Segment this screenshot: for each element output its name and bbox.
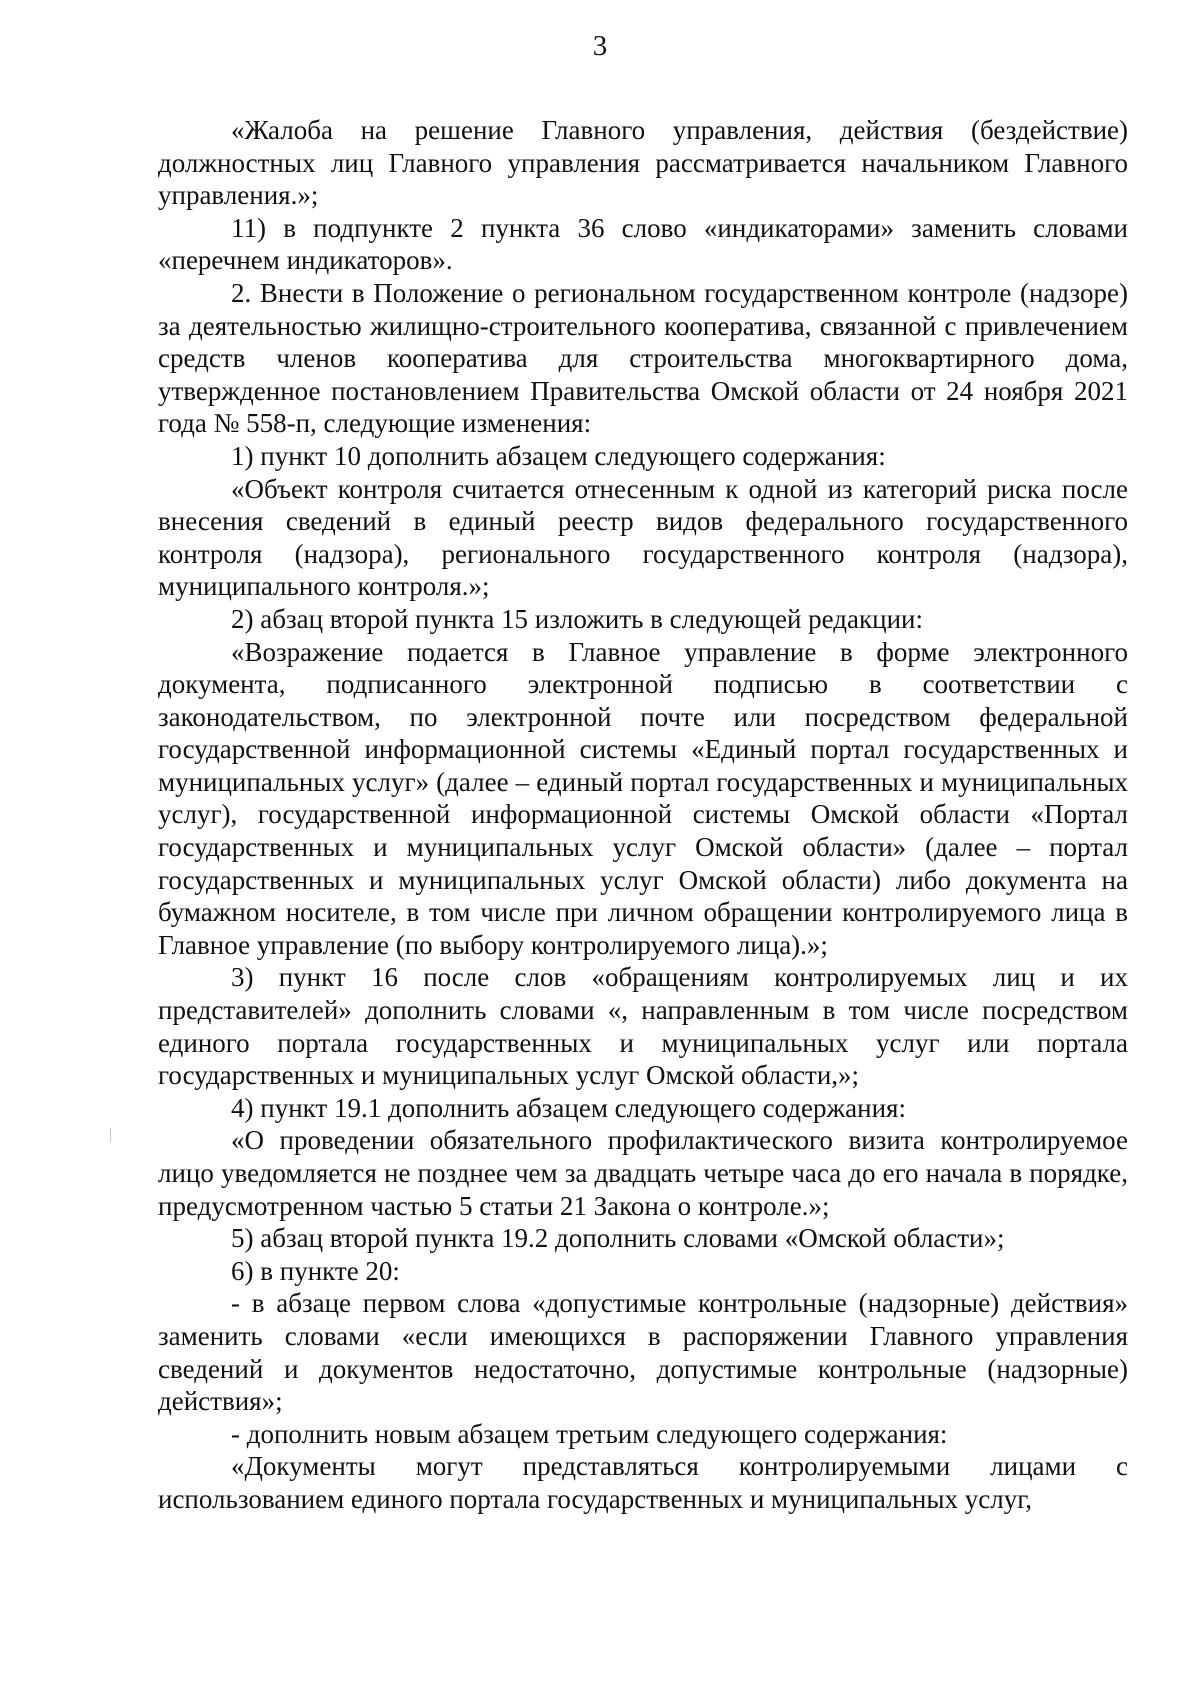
paragraph: «О проведении обязательного профилактического визита контролируемое лицо уведомляется не позднее чем за двадцать четыре часа до его начала в порядке, предусмотренном частью 5 статьи 21 Закона о контроле.»; — [158, 1125, 1128, 1221]
page-number: 3 — [592, 30, 608, 62]
paragraph: «Жалоба на решение Главного управления, действия (бездействие) должностных лиц Главного управления рассматривается начальником Главного управления.»; — [158, 115, 1128, 211]
paragraph: 2) абзац второй пункта 15 изложить в следующей редакции: — [231, 603, 923, 634]
paragraph: 1) пункт 10 дополнить абзацем следующего содержания: — [231, 440, 886, 471]
document-body — [158, 114, 1128, 1516]
paragraph: 11) в подпункте 2 пункта 36 слово «индикаторами» заменить словами «перечнем индикаторов». — [158, 212, 1128, 276]
paragraph: 5) абзац второй пункта 19.2 дополнить словами «Омской области»; — [231, 1223, 1005, 1254]
paragraph: - дополнить новым абзацем третьим следующего содержания: — [231, 1418, 948, 1449]
paragraph: - в абзаце первом слова «допустимые контрольные (надзорные) действия» заменить словами «если имеющихся в распоряжении Главного управления сведений и документов недостаточно, допустимые контрольные (надзорные) действия»; — [158, 1288, 1128, 1417]
paragraph: «Возражение подается в Главное управление в форме электронного документа, подписанного электронной подписью в соответствии с законодательством, по электронной почте или посредством федеральной государственной информационной системы «Единый портал государственных и муниципальных услуг» (далее – единый портал государственных и муниципальных услуг), государственной информационной системы Омской области «Портал государственных и муниципальных услуг Омской области» (далее – портал государственных и муниципальных услуг Омской области) либо документа на бумажном носителе, в том числе при личном обращении контролируемого лица в Главное управление (по выбору контролируемого лица).»; — [158, 636, 1128, 960]
paragraph: 3) пункт 16 после слов «обращениям контролируемых лиц и их представителей» дополнить словами «, направленным в том числе посредством единого портала государственных и муниципальных услуг или портала государственных и муниципальных услуг Омской области,»; — [158, 962, 1128, 1091]
paragraph: 4) пункт 19.1 дополнить абзацем следующего содержания: — [231, 1092, 906, 1123]
paragraph: «Объект контроля считается отнесенным к одной из категорий риска после внесения сведений в единый реестр видов федерального государственного контроля (надзора), регионального государственного контроля (надзора), муниципального контроля.»; — [158, 473, 1128, 602]
paragraph: «Документы могут представляться контролируемыми лицами с использованием единого портала государственных и муниципальных услуг, — [158, 1451, 1128, 1514]
paragraph: 2. Внести в Положение о региональном государственном контроле (надзоре) за деятельностью жилищно-строительного кооператива, связанной с привлечением средств членов кооператива для строительства многоквартирного дома, утвержденное постановлением Правительства Омской области от 24 ноября 2021 года № 558-п, следующие изменения: — [158, 277, 1128, 439]
scan-artifact — [110, 1128, 111, 1142]
paragraph: 6) в пункте 20: — [231, 1255, 400, 1286]
